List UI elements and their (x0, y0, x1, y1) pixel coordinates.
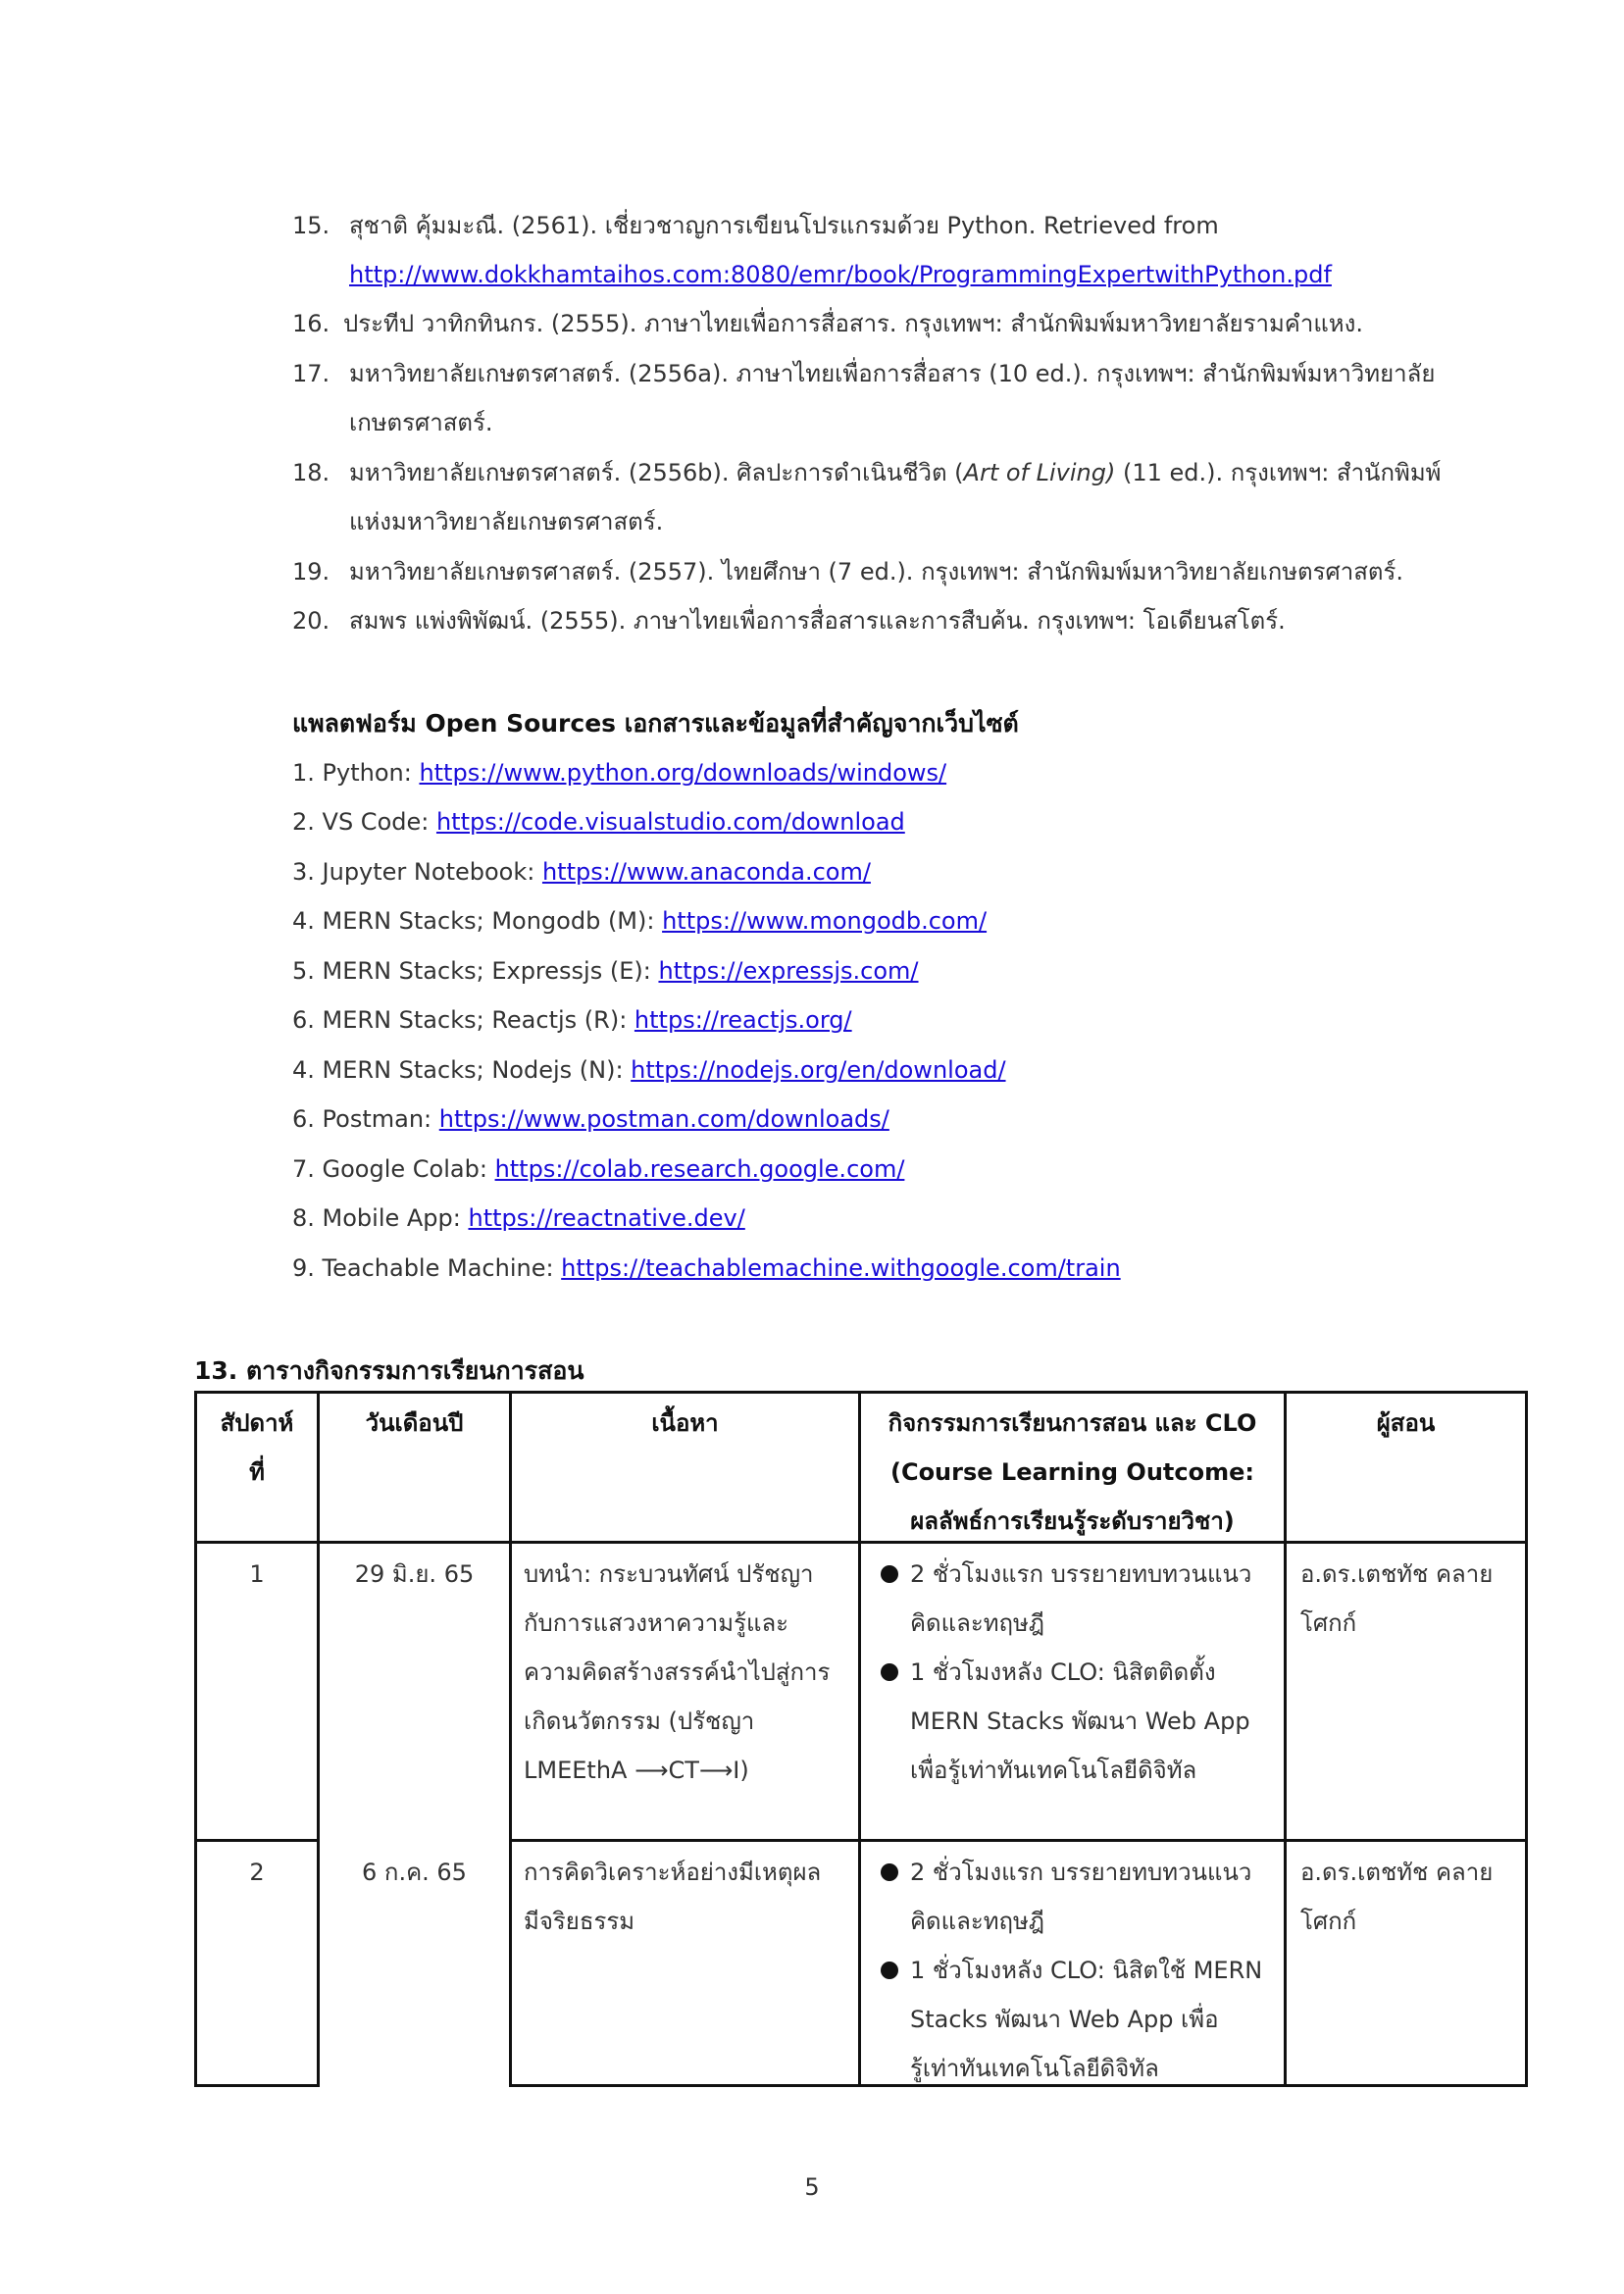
table-border-right (1525, 1391, 1528, 2087)
platform-label: 9. Teachable Machine: (292, 1254, 562, 1282)
reference-16 (292, 299, 1449, 348)
table-border-top (194, 1391, 1528, 1394)
content-line: LMEEthA ⟶CT⟶I) (524, 1757, 749, 1784)
platform-link[interactable]: https://reactjs.org/ (634, 1006, 852, 1034)
activity-line: รู้เท่าทันเทคโนโลยีดิจิทัล (910, 2055, 1159, 2082)
header-date: วันเดือนปี (365, 1409, 464, 1437)
reference-17 (292, 349, 1449, 447)
platform-label: 3. Jupyter Notebook: (292, 858, 542, 886)
platform-link[interactable]: https://code.visualstudio.com/download (435, 808, 905, 836)
reference-19 (292, 547, 1449, 596)
row2-activities (881, 1848, 1278, 2093)
page-number: 5 (804, 2173, 820, 2201)
reference-15 (292, 201, 1449, 299)
platform-item-nodejs (292, 1050, 1006, 1090)
header-activity-line1: กิจกรรมการเรียนการสอน และ CLO (888, 1409, 1257, 1437)
reference-number: 16. (292, 310, 330, 337)
reference-text-after: (11 ed.). กรุงเทพฯ: สำนักพิมพ์ (1115, 459, 1442, 486)
platform-link[interactable]: https://reactnative.dev/ (468, 1204, 745, 1232)
header-week-line2: ที่ (249, 1458, 265, 1486)
reference-text: มหาวิทยาลัยเกษตรศาสตร์. (2556b). ศิลปะการดำเนินชีวิต ( (349, 459, 964, 486)
content-line: บทนำ: กระบวนทัศน์ ปรัชญา (524, 1560, 814, 1588)
activity-bullet (881, 1946, 1278, 2093)
platform-label: 4. MERN Stacks; Nodejs (N): (292, 1056, 632, 1084)
platforms-heading: แพลตฟอร์ม Open Sources เอกสารและข้อมูลที่สำคัญจากเว็บไซต์ (292, 709, 1019, 738)
platform-item-reactjs (292, 1000, 852, 1040)
activity-line: 2 ชั่วโมงแรก บรรยายทบทวนแนว (910, 1560, 1252, 1588)
reference-20 (292, 596, 1449, 645)
platform-link[interactable]: https://www.anaconda.com/ (541, 858, 871, 886)
row2-week: 2 (249, 1859, 265, 1886)
platform-link[interactable]: https://www.postman.com/downloads/ (438, 1105, 889, 1133)
table-column-divider (317, 1391, 320, 2087)
reference-18 (292, 448, 1449, 546)
header-content: เนื้อหา (651, 1409, 719, 1437)
row1-activities (881, 1550, 1278, 1795)
activity-line: คิดและทฤษฎี (910, 1908, 1044, 1935)
activity-line: 1 ชั่วโมงหลัง CLO: นิสิตติดตั้ง (910, 1658, 1216, 1686)
activity-line: MERN Stacks พัฒนา Web App (910, 1708, 1250, 1735)
platform-link[interactable]: https://nodejs.org/en/download/ (631, 1056, 1006, 1084)
table-border-bottom (194, 2084, 320, 2087)
reference-text: สุชาติ คุ้มมะณี. (2561). เชี่ยวชาญการเขียนโปรแกรมด้วย Python. Retrieved from (349, 212, 1219, 239)
row1-instructor (1300, 1550, 1521, 1648)
content-line: การคิดวิเคราะห์อย่างมีเหตุผล (524, 1859, 822, 1886)
row2-content (524, 1848, 852, 1946)
header-activity-line3: ผลลัพธ์การเรียนรู้ระดับรายวิชา) (910, 1507, 1235, 1535)
reference-number: 18. (292, 459, 330, 486)
activity-line: 2 ชั่วโมงแรก บรรยายทบทวนแนว (910, 1859, 1252, 1886)
instructor-line: อ.ดร.เตชทัช คลาย (1300, 1859, 1494, 1886)
row1-content (524, 1550, 852, 1795)
instructor-line: โศกก์ (1300, 1908, 1357, 1935)
activity-line: 1 ชั่วโมงหลัง CLO: นิสิตใช้ MERN (910, 1957, 1263, 1984)
instructor-line: อ.ดร.เตชทัช คลาย (1300, 1560, 1494, 1588)
schedule-table-title: 13. ตารางกิจกรรมการเรียนการสอน (194, 1356, 584, 1385)
platform-item-mobile-app (292, 1198, 745, 1238)
platform-label: 6. MERN Stacks; Reactjs (R): (292, 1006, 634, 1034)
platform-label: 6. Postman: (292, 1105, 439, 1133)
platform-link[interactable]: https://www.python.org/downloads/windows/ (419, 759, 947, 787)
reference-text: มหาวิทยาลัยเกษตรศาสตร์. (2557). ไทยศึกษา (7 ed.). กรุงเทพฯ: สำนักพิมพ์มหาวิทยาลัยเกษตรศาสตร์. (349, 558, 1403, 586)
reference-number: 20. (292, 607, 330, 635)
platform-item-colab (292, 1149, 904, 1189)
platform-link[interactable]: https://expressjs.com/ (658, 957, 919, 985)
activity-bullet (881, 1648, 1278, 1795)
reference-continuation: แห่งมหาวิทยาลัยเกษตรศาสตร์. (349, 508, 664, 535)
platform-item-mongodb (292, 901, 987, 941)
platform-label: 2. VS Code: (292, 808, 436, 836)
header-week (197, 1399, 317, 1497)
table-row-divider (509, 1839, 1528, 1842)
row2-instructor (1300, 1848, 1521, 1946)
platform-item-vscode (292, 802, 905, 841)
platform-item-jupyter (292, 852, 871, 892)
platform-link[interactable]: https://colab.research.google.com/ (494, 1155, 905, 1183)
activity-line: คิดและทฤษฎี (910, 1609, 1044, 1637)
content-line: กับการแสวงหาความรู้และ (524, 1609, 789, 1637)
platform-label: 4. MERN Stacks; Mongodb (M): (292, 907, 663, 935)
platform-item-python (292, 753, 946, 792)
platform-label: 7. Google Colab: (292, 1155, 495, 1183)
platform-item-expressjs (292, 951, 919, 991)
reference-continuation: เกษตรศาสตร์. (349, 409, 493, 436)
row2-date: 6 ก.ค. 65 (362, 1859, 467, 1886)
header-instructor: ผู้สอน (1376, 1409, 1436, 1437)
platform-label: 1. Python: (292, 759, 420, 787)
table-column-divider (509, 1391, 512, 2087)
activity-bullet (881, 1848, 1278, 1946)
table-row-divider (194, 1839, 320, 1842)
platform-label: 8. Mobile App: (292, 1204, 469, 1232)
header-week-line1: สัปดาห์ (220, 1409, 294, 1437)
reference-text: มหาวิทยาลัยเกษตรศาสตร์. (2556a). ภาษาไทยเพื่อการสื่อสาร (10 ed.). กรุงเทพฯ: สำนักพิมพ์มหาวิทยาลัย (349, 360, 1436, 387)
content-line: เกิดนวัตกรรม (ปรัชญา (524, 1708, 755, 1735)
header-activity (861, 1399, 1284, 1546)
reference-number: 17. (292, 360, 330, 387)
platform-item-teachable-machine (292, 1249, 1121, 1288)
activity-bullet (881, 1550, 1278, 1648)
schedule-table (194, 1391, 1528, 2087)
header-activity-line2: (Course Learning Outcome: (889, 1458, 1254, 1486)
reference-number: 15. (292, 212, 330, 239)
row1-week: 1 (249, 1560, 265, 1588)
reference-text: สมพร แพ่งพิพัฒน์. (2555). ภาษาไทยเพื่อการสื่อสารและการสืบค้น. กรุงเทพฯ: โอเดียนสโตร์. (349, 607, 1286, 635)
activity-line: เพื่อรู้เท่าทันเทคโนโลยีดิจิทัล (910, 1757, 1197, 1784)
table-column-divider (1284, 1391, 1287, 2087)
instructor-line: โศกก์ (1300, 1609, 1357, 1637)
reference-number: 19. (292, 558, 330, 586)
platform-item-postman (292, 1099, 889, 1139)
activity-line: Stacks พัฒนา Web App เพื่อ (910, 2006, 1219, 2033)
reference-title-italic: Art of Living) (963, 459, 1116, 486)
reference-text: ประทีป วาทิกทินกร. (2555). ภาษาไทยเพื่อการสื่อสาร. กรุงเทพฯ: สำนักพิมพ์มหาวิทยาลัยรามคำแหง. (343, 310, 1363, 337)
content-line: มีจริยธรรม (524, 1908, 635, 1935)
row1-date: 29 มิ.ย. 65 (354, 1560, 475, 1588)
platform-label: 5. MERN Stacks; Expressjs (E): (292, 957, 659, 985)
reference-link[interactable]: http://www.dokkhamtaihos.com:8080/emr/book/ProgrammingExpertwithPython.pdf (349, 261, 1332, 288)
content-line: ความคิดสร้างสรรค์นำไปสู่การ (524, 1658, 831, 1686)
platform-link[interactable]: https://www.mongodb.com/ (662, 907, 988, 935)
platform-link[interactable]: https://teachablemachine.withgoogle.com/train (561, 1254, 1121, 1282)
